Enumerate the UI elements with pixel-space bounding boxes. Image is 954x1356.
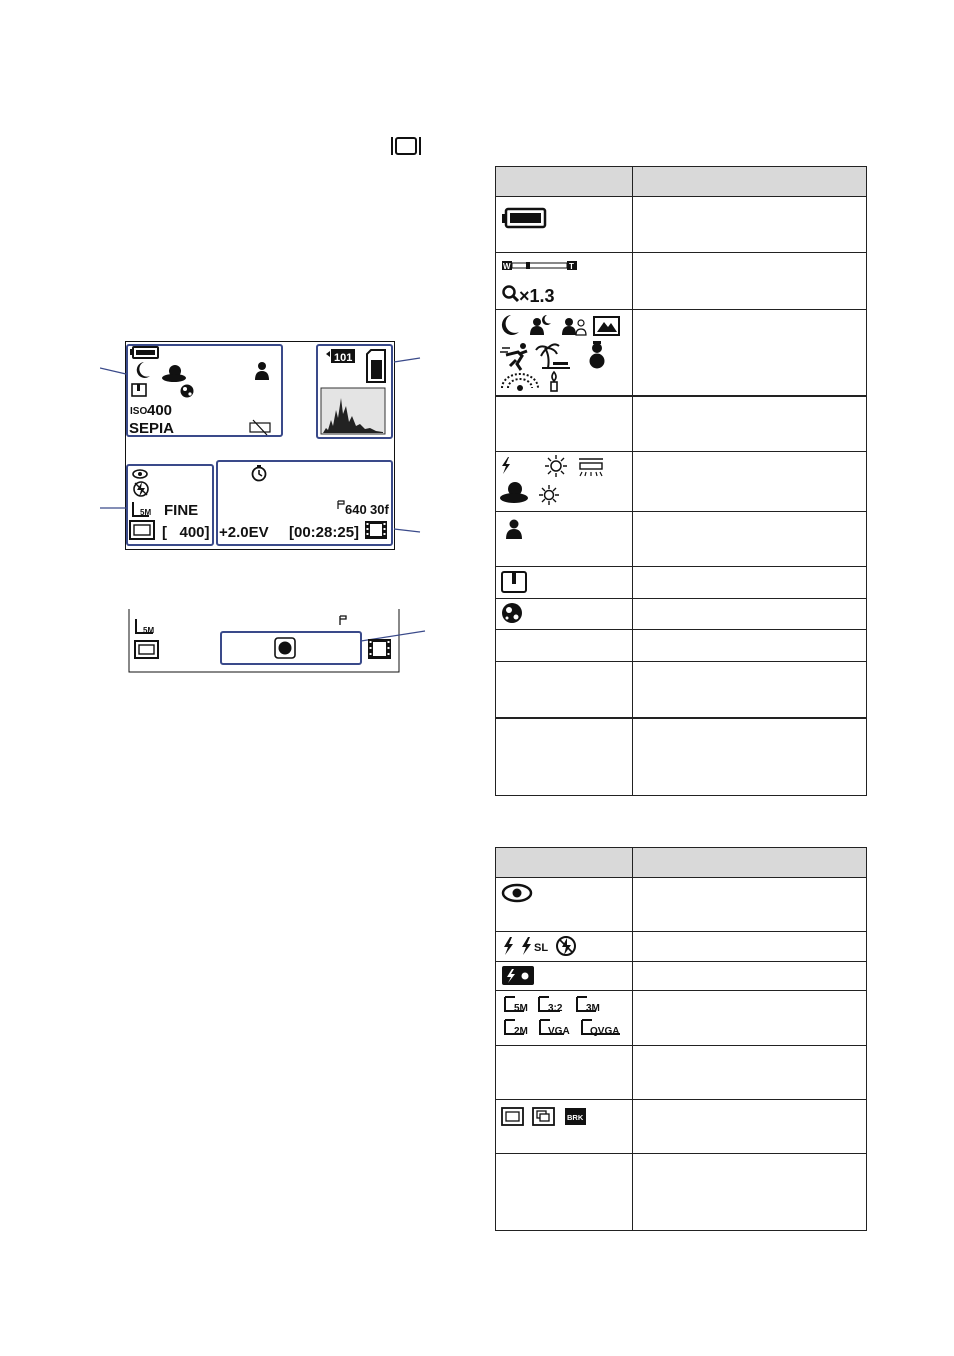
magnifier-icon (504, 287, 519, 302)
size-label: QVGA (590, 1026, 620, 1037)
candle-icon (551, 372, 557, 391)
table2-header-display (496, 848, 633, 878)
color-mode-icon (496, 599, 632, 628)
snow-icon (590, 341, 605, 369)
portrait-icon (496, 512, 632, 565)
zoom-value: ×1.3 (519, 286, 555, 306)
table2-header-indication (633, 848, 867, 878)
indicator-table-2 (495, 847, 867, 1231)
image-size-qvga-icon (582, 1020, 620, 1037)
table-row (496, 630, 867, 662)
movie-size-text: 640 (345, 502, 367, 517)
table-row (496, 991, 867, 1046)
table-row (496, 567, 867, 599)
image-size-3-2-icon (539, 997, 563, 1014)
fluorescent-wb-icon (579, 459, 603, 476)
bracket-label: BRK (567, 1113, 584, 1122)
cloudy-wb-icon (500, 482, 528, 503)
table1-header-indication (633, 167, 867, 197)
rec-image-size-text: 5M (143, 626, 155, 635)
movie-film-icon (365, 521, 387, 539)
table-row (496, 1154, 867, 1231)
lcd-recording-diagram (125, 605, 430, 680)
soft-snap-icon (562, 318, 586, 335)
table-row (496, 253, 867, 310)
spot-meter-icon (132, 384, 146, 396)
quality-text: FINE (164, 502, 199, 519)
indicator-table-1 (495, 166, 867, 796)
zoom-wide-label: W (503, 262, 511, 271)
burst-mode-icon (533, 1108, 554, 1125)
twilight-portrait-icon (530, 315, 551, 335)
landscape-icon (594, 317, 619, 335)
twilight-icon (502, 315, 519, 335)
rec-single-shot-icon (135, 641, 158, 658)
zoom-scale-icon (502, 261, 577, 271)
exposure-value: +2.0EV (219, 524, 269, 541)
table-row (496, 310, 867, 396)
table-row (496, 962, 867, 991)
remaining-count: [ 400] (162, 524, 210, 541)
battery-icon (130, 347, 158, 358)
battery-icon (496, 197, 632, 251)
table-row (496, 512, 867, 567)
bracket-mode-icon (565, 1108, 586, 1125)
histogram-icon (321, 388, 385, 434)
callout-line-3 (394, 358, 420, 362)
table-row (496, 718, 867, 796)
iso-label: ISO (130, 406, 148, 417)
image-size-vga-icon (540, 1020, 570, 1037)
single-shot-mode-icon (130, 521, 154, 539)
callout-line-4 (394, 529, 420, 532)
movie-mode-icon (390, 137, 422, 155)
color-mode-text: SEPIA (129, 420, 175, 437)
flash-slow-label: SL (534, 942, 549, 954)
normal-mode-icon (502, 1108, 523, 1125)
folder-number: 101 (334, 352, 353, 364)
rec-image-size-icon (136, 619, 154, 635)
table-row (496, 662, 867, 718)
flash-wb-icon (502, 457, 510, 474)
table-row (496, 1046, 867, 1100)
size-label: VGA (548, 1026, 570, 1037)
image-size-icons (496, 991, 632, 1044)
recording-time: [00:28:25] (289, 524, 360, 541)
image-size-5m-icon (505, 997, 528, 1014)
callout-line-1 (100, 368, 126, 374)
table1-header-display (496, 167, 633, 197)
table-row (496, 452, 867, 512)
beach-icon (536, 344, 570, 368)
fireworks-icon (502, 374, 538, 391)
spot-meter-icon (496, 567, 632, 597)
image-size-text: 5M (140, 508, 152, 517)
high-speed-shutter-icon (500, 343, 527, 370)
size-label: 3M (586, 1003, 600, 1014)
iso-value: 400 (147, 402, 173, 419)
image-size-2m-icon (505, 1020, 528, 1037)
color-mode-icon (181, 385, 194, 398)
red-eye-icon (496, 878, 632, 930)
table-row (496, 396, 867, 452)
table-row (496, 1100, 867, 1154)
table-row (496, 599, 867, 630)
table-row (496, 878, 867, 932)
rec-movie-size-icon (340, 616, 346, 625)
flash-slow-sync-icon (522, 937, 531, 955)
image-size-3m-icon (577, 997, 600, 1014)
daylight-wb-icon (545, 455, 567, 477)
size-label: 5M (514, 1003, 528, 1014)
flash-off-icon (557, 937, 575, 955)
memory-card-icon (367, 350, 385, 382)
size-label: 3:2 (548, 1003, 563, 1014)
record-indicator-icon (275, 638, 295, 658)
flash-auto-icon (504, 937, 513, 955)
frame-rate-text: 30f (370, 502, 389, 517)
table-row (496, 197, 867, 253)
size-label: 2M (514, 1026, 528, 1037)
lcd-screen-diagram (100, 340, 430, 555)
zoom-tele-label: T (569, 262, 574, 271)
table-row (496, 932, 867, 962)
incandescent-wb-icon (539, 485, 559, 505)
rec-movie-film-icon (368, 639, 391, 659)
flash-charging-icon (496, 962, 632, 989)
